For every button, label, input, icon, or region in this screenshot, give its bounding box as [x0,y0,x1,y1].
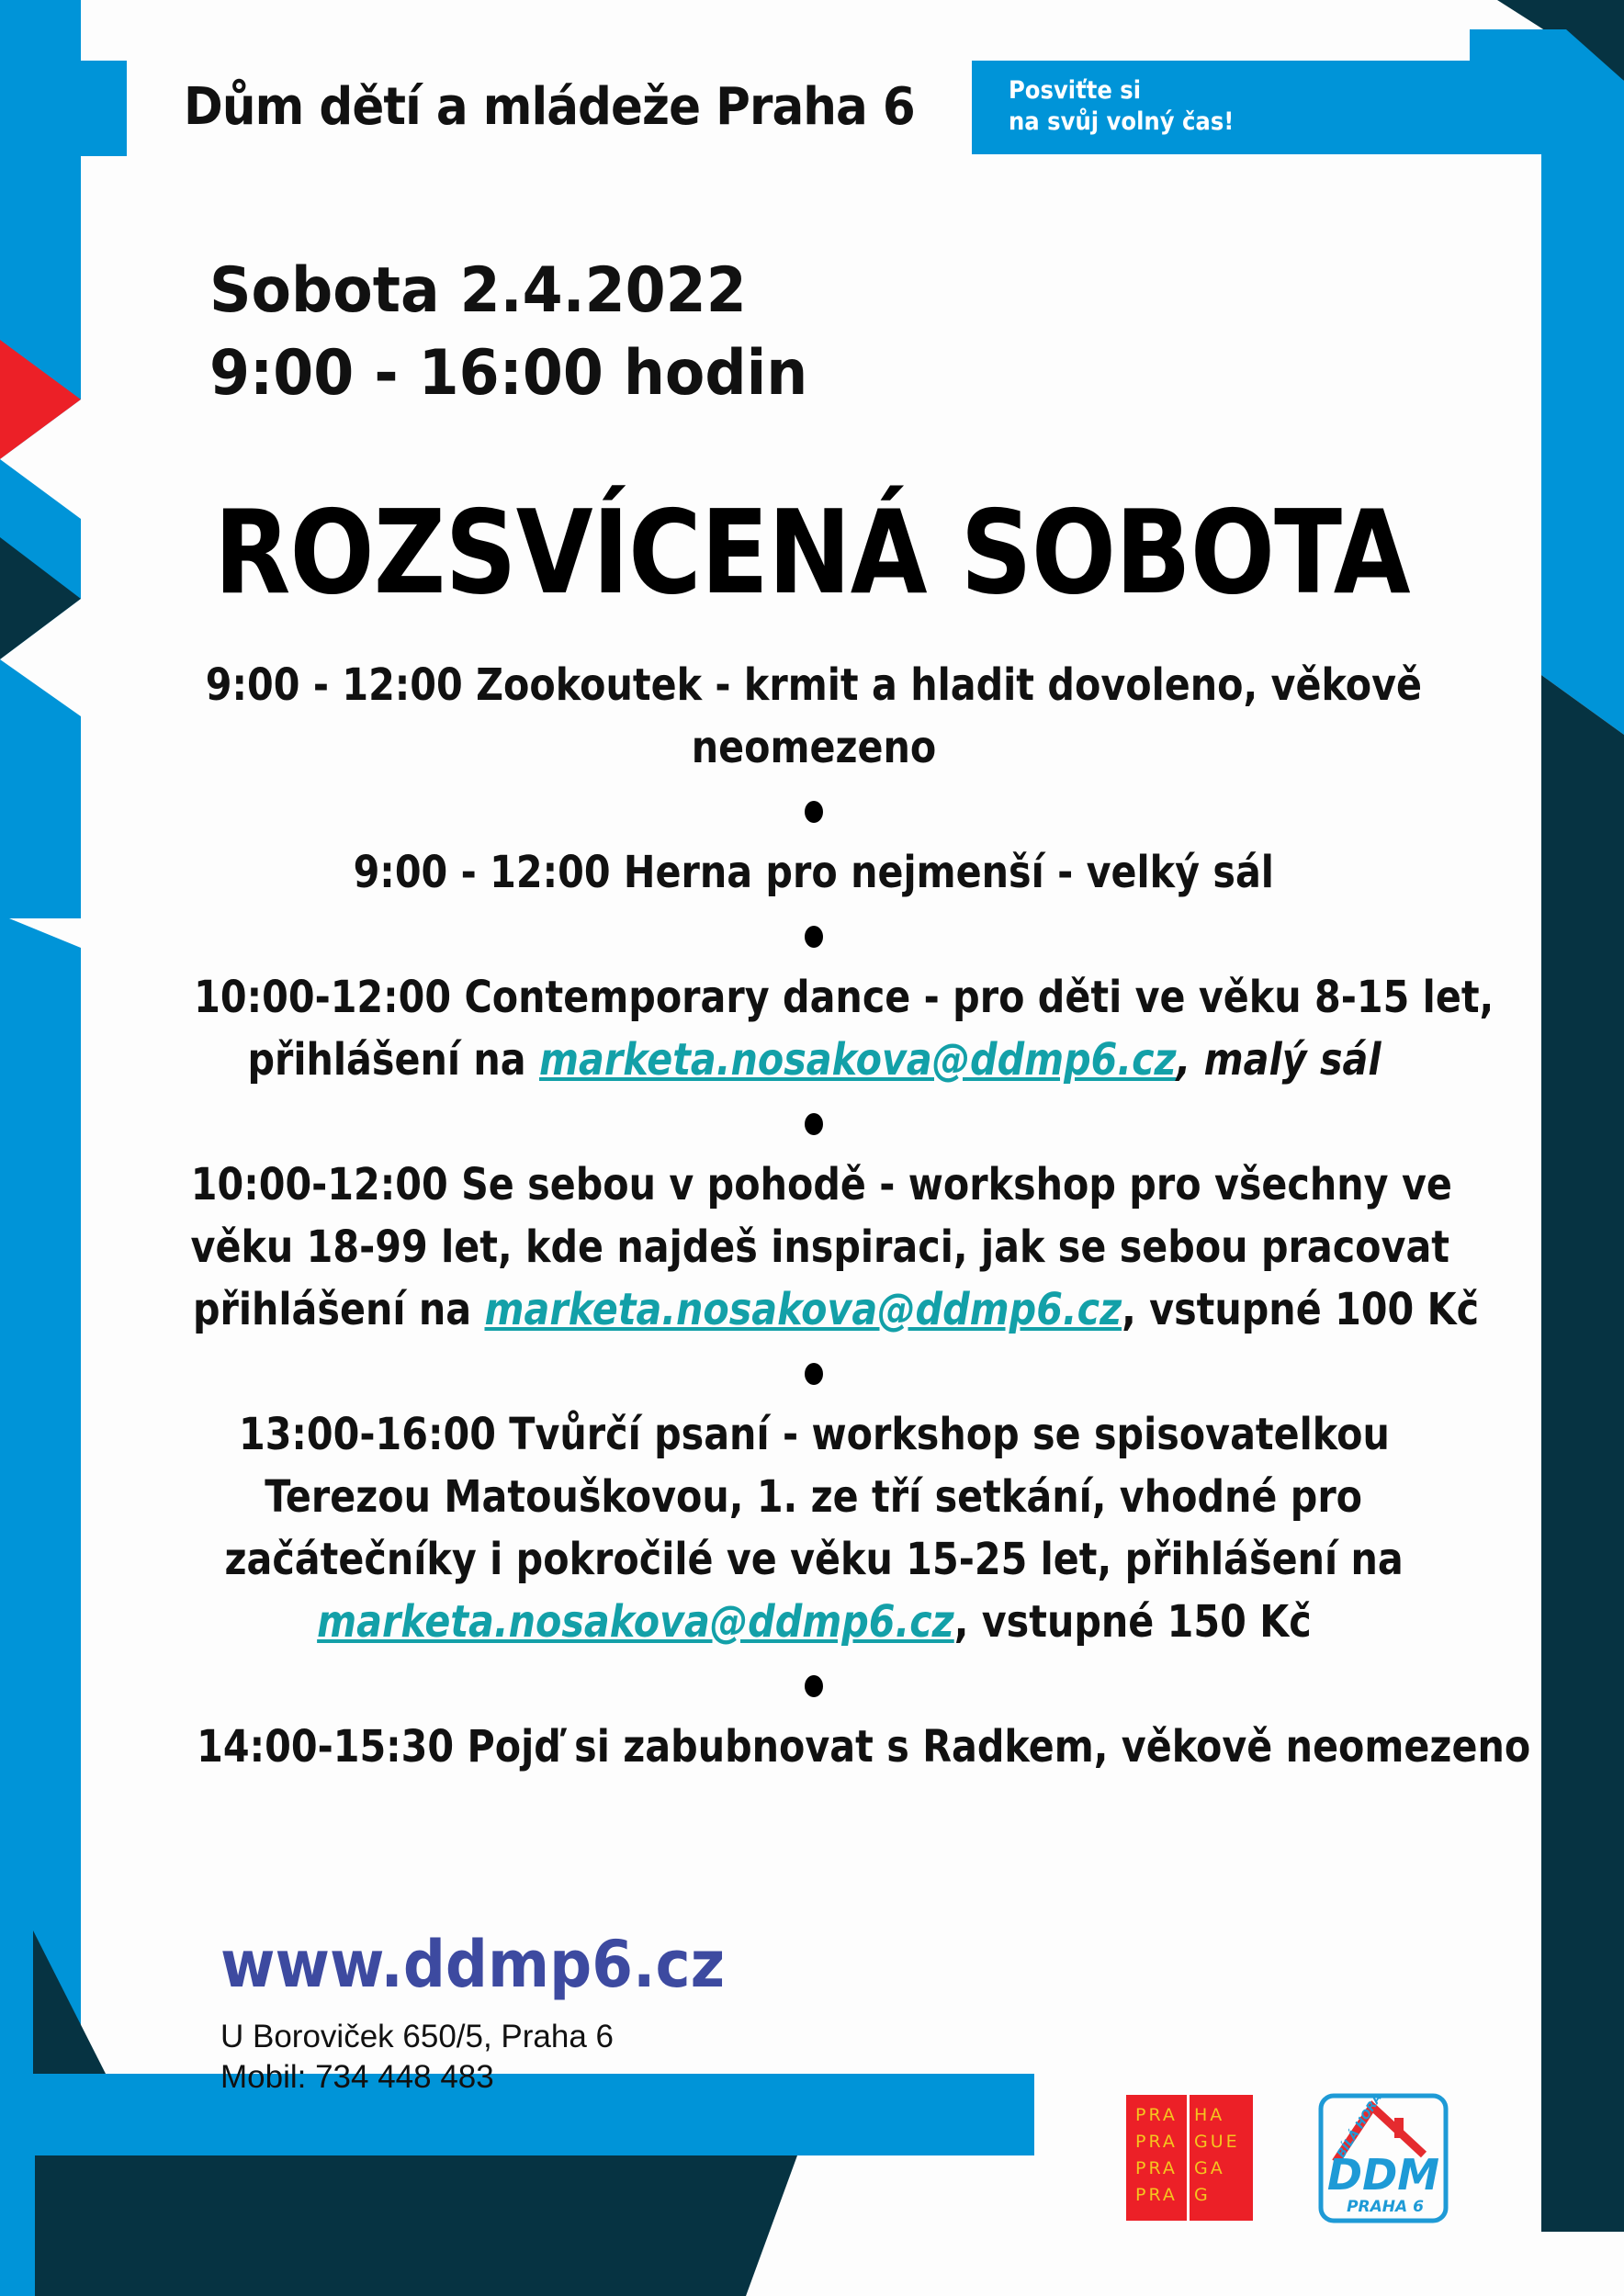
program-text: neomezeno [691,722,937,773]
event-hours: 9:00 - 16:00 hodin [209,337,808,410]
white-gap-right-bottom [1541,2232,1624,2296]
program-item-line [88,1403,1539,1466]
program-item-line-text [317,1591,1312,1653]
program-text: 9:00 - 12:00 Zookoutek - krmit a hladit dovoleno, věkově [205,659,1423,711]
program-item-line-text [354,841,1274,904]
praha-logo-text: PRA [1135,2132,1178,2152]
praha-logo-text: PRA [1135,2185,1178,2205]
program-item-line [88,1154,1539,1216]
program-item-line-text [206,654,1422,716]
bullet-separator-icon [88,779,1539,841]
navy-column-right [1541,675,1624,2296]
program-item-line-text [692,716,937,779]
program-item-line [88,1528,1539,1591]
program-text: přihlášení na [192,1284,485,1335]
program-text: přihlášení na [246,1034,539,1086]
praha-logo-text: G [1194,2185,1211,2205]
program-item-line-text [265,1466,1363,1528]
program-item-line-text [239,1403,1390,1466]
bullet-separator-icon [88,904,1539,966]
praha-logo-left-column [1135,2102,1178,2209]
ddm-arc-text: BÍLÁ HORA [1335,2091,1386,2161]
program-text: , vstupné 100 Kč [1122,1284,1480,1335]
event-title-text: ROZSVÍCENÁ SOBOTA [214,485,1410,620]
program-item-line-text [193,1278,1479,1341]
email-link[interactable]: marketa.nosakova@ddmp6.cz [484,1284,1122,1335]
program-item [88,654,1539,779]
ddm-main-text: DDM [1326,2150,1440,2200]
program-item-line [88,654,1539,716]
bullet-separator-icon [88,1091,1539,1154]
praha-logo-right-column [1194,2102,1240,2209]
blue-band-top-right [1541,29,1624,735]
program-item [88,966,1539,1091]
event-title [0,485,1624,620]
program-item-line-text [224,1528,1403,1591]
program-item-line [88,1716,1539,1778]
program-text: 10:00-12:00 Contemporary dance - pro děti ve věku 8-15 let, [194,972,1494,1023]
program-item-line [88,841,1539,904]
program-list [88,654,1539,1778]
program-text: věku 18-99 let, kde najdeš inspiraci, jak se sebou pracovat [190,1221,1450,1273]
ddm-logo [1315,2090,1451,2226]
website-link[interactable]: www.ddmp6.cz [220,1927,726,2002]
program-item-line-text [194,966,1494,1029]
header-blue-tab [81,61,127,156]
program-item-line-text [191,1216,1449,1278]
organization-title: Dům dětí a mládeže Praha 6 [184,77,915,137]
program-item-line [88,966,1539,1029]
program-text: , malý sál [1176,1034,1382,1086]
house-chimney-icon [1394,2118,1404,2138]
bullet-separator-icon [88,1341,1539,1403]
slogan-text [1009,75,1234,138]
praha-logo-divider [1187,2095,1190,2221]
bottom-navy-bar [35,2155,797,2296]
program-item-line [88,1466,1539,1528]
program-item [88,1403,1539,1653]
program-item-line [88,716,1539,779]
program-item-line [88,1591,1539,1653]
praha-logo-text: HA [1194,2105,1225,2125]
program-item [88,841,1539,904]
program-item-line [88,1216,1539,1278]
program-text: začátečníky i pokročilé ve věku 15-25 let, přihlášení na [224,1534,1404,1585]
program-text: 13:00-16:00 Tvůrčí psaní - workshop se spisovatelkou [238,1409,1390,1460]
program-item-line [88,1278,1539,1341]
program-text: 14:00-15:30 Pojď si zabubnovat s Radkem, věkově neomezeno [197,1721,1531,1773]
program-item-line-text [247,1029,1381,1091]
slogan-line-1: Posviťte si [1009,76,1142,105]
program-item-line-text [197,1716,1530,1778]
email-link[interactable]: marketa.nosakova@ddmp6.cz [316,1596,954,1648]
phone: Mobil: 734 448 483 [220,2059,494,2095]
praha-logo-text: GA [1194,2158,1225,2178]
address: U Boroviček 650/5, Praha 6 [220,2019,615,2054]
program-text: Terezou Matouškovou, 1. ze tří setkání, vhodné pro [265,1471,1363,1523]
program-item-line-text [191,1154,1452,1216]
bullet-separator-icon [88,1653,1539,1716]
ddm-sub-text: PRAHA 6 [1347,2198,1424,2216]
program-text: 10:00-12:00 Se sebou v pohodě - workshop pro všechny ve [190,1159,1452,1210]
contact-info [220,2017,614,2098]
email-link[interactable]: marketa.nosakova@ddmp6.cz [538,1034,1177,1086]
praha-logo [1126,2095,1253,2221]
slogan-line-2: na svůj volný čas! [1009,107,1235,136]
event-date: Sobota 2.4.2022 [209,254,747,327]
program-item-line [88,1029,1539,1091]
praha-logo-text: GUE [1194,2132,1240,2152]
praha-logo-text: PRA [1135,2158,1178,2178]
program-item [88,1716,1539,1778]
program-text: 9:00 - 12:00 Herna pro nejmenší - velký sál [353,847,1275,898]
event-date-block [209,250,807,415]
program-item [88,1154,1539,1341]
program-text: , vstupné 150 Kč [953,1596,1312,1648]
praha-logo-text: PRA [1135,2105,1178,2125]
